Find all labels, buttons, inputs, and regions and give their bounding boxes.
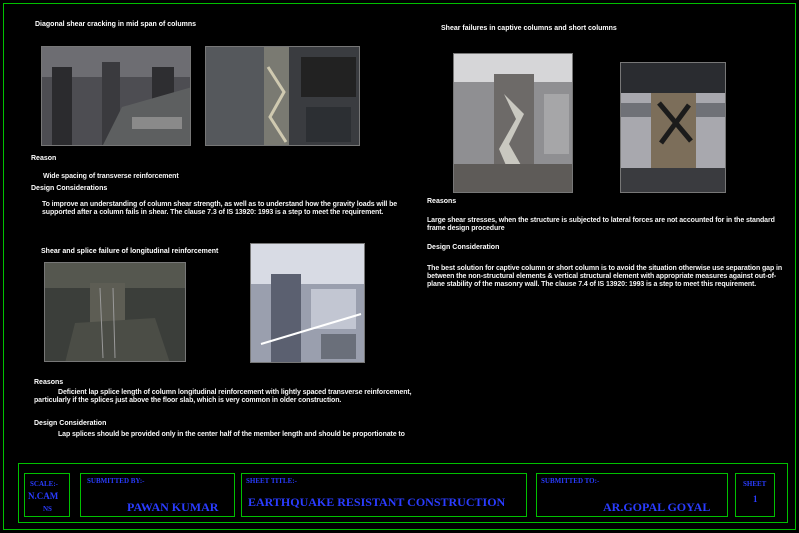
reasons-text-left: Deficient lap splice length of column longitudinal reinforcement with lightly spaced transverse reinforcement, particularly if the splices just above the floor slab, which is very common in older construction. (34, 389, 412, 404)
scale-cell (24, 473, 70, 517)
submitted-by-value: PAWAN KUMAR (127, 500, 219, 514)
photo-image (42, 47, 191, 146)
design-considerations-text: To improve an understanding of column shear strength, as well as to understand how the gravity loads will be supported after a column fails in shear. The clause 7.3 of IS 13920: 1993 is a step to meet the requirement. (42, 201, 398, 216)
scale-sub: NS (43, 505, 52, 513)
submitted-to-value: AR.GOPAL GOYAL (603, 500, 711, 514)
scale-label: SCALE:- (30, 480, 59, 488)
sheet-number-value: 1 (753, 494, 758, 504)
reason-text: Wide spacing of transverse reinforcement (43, 173, 179, 180)
design-considerations-heading: Design Considerations (31, 185, 108, 192)
design-consideration-text-left: Lap splices should be provided only in the center half of the member length and should be proportionate to (58, 431, 405, 438)
photo-splice-failure-1 (44, 262, 186, 362)
submitted-by-label: SUBMITTED BY:- (87, 477, 145, 485)
photo-captive-column-2 (620, 62, 726, 193)
photo-image (251, 244, 365, 363)
submitted-to-cell (536, 473, 728, 517)
photo-diagonal-shear-2 (205, 46, 360, 146)
reason-heading: Reason (31, 155, 57, 162)
reasons-heading-right: Reasons (427, 198, 457, 205)
right-section-title: Shear failures in captive columns and short columns (441, 25, 617, 32)
sheet-number-cell (735, 473, 775, 517)
sheet-title-label: SHEET TITLE:- (246, 477, 297, 485)
scale-value: N.CAM (28, 491, 59, 501)
design-consideration-text-right: The best solution for captive column or short column is to avoid the situation otherwise use separation gap in between the non-structural elements & vertical structural element with appropriate measures against out-of-plane stability of the masonry wall. The clause 7.4 of IS 13920: 1993 is a step to meet this requirement. (427, 265, 782, 288)
photo-image (454, 54, 573, 193)
photo-image (206, 47, 360, 146)
sheet-title-cell (241, 473, 527, 517)
photo-image (621, 63, 726, 193)
sheet-number-label: SHEET (743, 480, 767, 488)
design-consideration-heading-right: Design Consideration (427, 244, 500, 251)
photo-splice-failure-2 (250, 243, 365, 363)
sheet-title-value: EARTHQUAKE RESISTANT CONSTRUCTION (248, 495, 506, 509)
reasons-heading-left: Reasons (34, 379, 64, 386)
submitted-to-label: SUBMITTED TO:- (541, 477, 600, 485)
submitted-by-cell (80, 473, 235, 517)
section1-title: Diagonal shear cracking in mid span of columns (35, 21, 197, 28)
photo-diagonal-shear-1 (41, 46, 191, 146)
section2-title: Shear and splice failure of longitudinal reinforcement (41, 248, 219, 255)
photo-captive-column-1 (453, 53, 573, 193)
reasons-text-right: Large shear stresses, when the structure is subjected to lateral forces are not accounted for in the standard frame design procedure (427, 217, 775, 232)
design-consideration-heading-left: Design Consideration (34, 420, 107, 427)
photo-image (45, 263, 186, 362)
